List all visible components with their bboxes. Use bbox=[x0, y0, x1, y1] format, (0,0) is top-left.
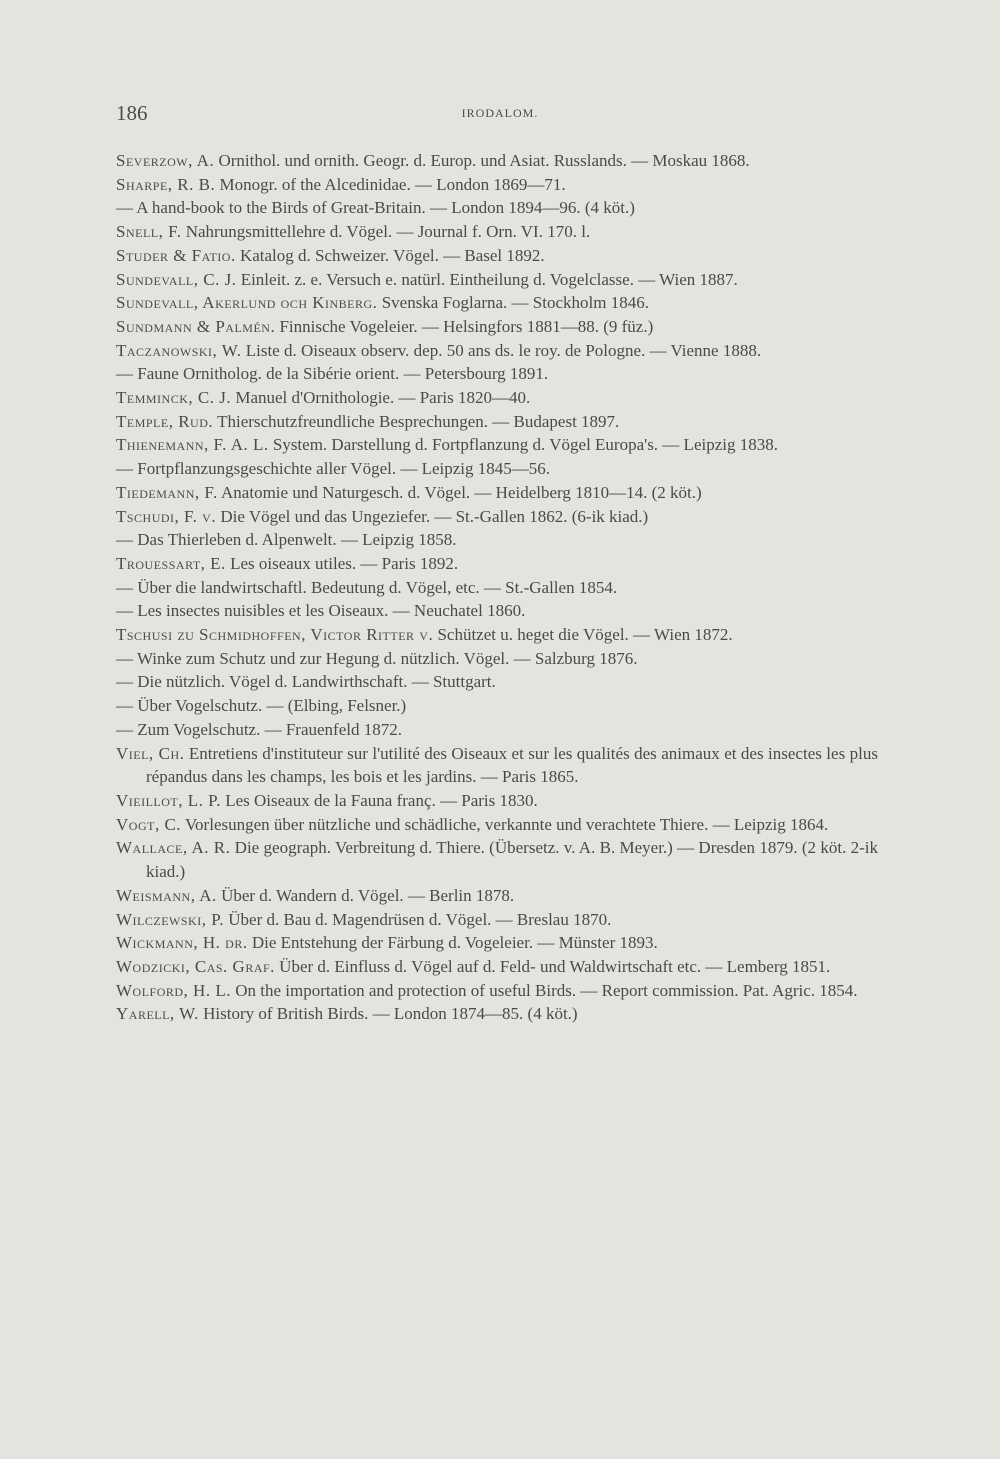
entry-text: Nahrungsmittellehre d. Vögel. — Journal f. Orn. VI. 170. l. bbox=[181, 222, 591, 242]
bibliography-entry bbox=[116, 599, 878, 623]
entry-text: Monogr. of the Alcedinidae. — London 1869—71. bbox=[215, 174, 566, 194]
entry-text: — Fortpflanzungsgeschichte aller Vögel. — Leipzig 1845—56. bbox=[116, 459, 551, 479]
bibliography-entry bbox=[116, 908, 878, 932]
entry-text: Die Entstehung der Färbung d. Vogeleier. — Münster 1893. bbox=[247, 933, 658, 953]
entry-author: Trouessart, E. bbox=[116, 553, 226, 573]
entry-text: Anatomie und Naturgesch. d. Vögel. — Heidelberg 1810—14. (2 köt.) bbox=[217, 482, 702, 502]
entry-text: Les Oiseaux de la Fauna franç. — Paris 1830. bbox=[220, 790, 538, 810]
entry-text: Liste d. Oiseaux observ. dep. 50 ans ds. le roy. de Pologne. — Vienne 1888. bbox=[241, 340, 762, 360]
entry-text: — Les insectes nuisibles et les Oiseaux. — Neuchatel 1860. bbox=[116, 601, 526, 621]
entry-text: Katalog d. Schweizer. Vögel. — Basel 1892. bbox=[235, 245, 545, 265]
entry-author: Wolford, H. L. bbox=[116, 980, 231, 1000]
bibliography-entry bbox=[116, 979, 878, 1003]
bibliography-entry bbox=[116, 836, 878, 883]
entry-text: Über d. Einfluss d. Vögel auf d. Feld- und Waldwirtschaft etc. — Lemberg 1851. bbox=[274, 956, 831, 976]
bibliography-entry bbox=[116, 528, 878, 552]
bibliography-entry bbox=[116, 742, 878, 789]
entry-text: Einleit. z. e. Versuch e. natürl. Eintheilung d. Vogelclasse. — Wien 1887. bbox=[236, 269, 738, 289]
entry-text: Schützet u. heget die Vögel. — Wien 1872. bbox=[433, 625, 733, 645]
entry-text: Les oiseaux utiles. — Paris 1892. bbox=[225, 553, 459, 573]
bibliography-entry bbox=[116, 1002, 878, 1026]
entry-author: Wodzicki, Cas. Graf. bbox=[116, 956, 275, 976]
entry-text: Finnische Vogeleier. — Helsingfors 1881—88. (9 füz.) bbox=[275, 316, 654, 336]
bibliography-entry bbox=[116, 268, 878, 292]
entry-author: Snell, F. bbox=[116, 222, 182, 242]
entry-text: Svenska Foglarna. — Stockholm 1846. bbox=[377, 293, 649, 313]
entry-author: Tschudi, F. v. bbox=[116, 506, 217, 526]
bibliography-entry bbox=[116, 433, 878, 457]
entry-text: — Faune Ornitholog. de la Sibérie orient. — Petersbourg 1891. bbox=[116, 364, 549, 384]
bibliography-entry bbox=[116, 386, 878, 410]
entry-text: Thierschutzfreundliche Besprechungen. — Budapest 1897. bbox=[213, 411, 620, 431]
bibliography-entry bbox=[116, 884, 878, 908]
entry-author: Viel, Ch. bbox=[116, 743, 185, 763]
bibliography-entry bbox=[116, 149, 878, 173]
entry-text: — Die nützlich. Vögel d. Landwirthschaft. — Stuttgart. bbox=[116, 672, 496, 692]
entry-text: Vorlesungen über nützliche und schädliche, verkannte und verachtete Thiere. — Leipzig 1864. bbox=[181, 814, 829, 834]
entry-text: — Über die landwirtschaftl. Bedeutung d. Vögel, etc. — St.-Gallen 1854. bbox=[116, 577, 618, 597]
entry-text: Über d. Bau d. Magendrüsen d. Vögel. — Breslau 1870. bbox=[224, 909, 612, 929]
bibliography-entry bbox=[116, 291, 878, 315]
bibliography-entry bbox=[116, 505, 878, 529]
entry-text: History of British Birds. — London 1874—85. (4 köt.) bbox=[198, 1004, 578, 1024]
bibliography-entry bbox=[116, 315, 878, 339]
entry-author: Sundevall, C. J. bbox=[116, 269, 237, 289]
bibliography-entry bbox=[116, 220, 878, 244]
bibliography-entry bbox=[116, 457, 878, 481]
entry-author: Sharpe, R. B. bbox=[116, 174, 216, 194]
entry-text: — A hand-book to the Birds of Great-Britain. — London 1894—96. (4 köt.) bbox=[116, 198, 635, 218]
entry-author: Tschusi zu Schmidhoffen, Victor Ritter v. bbox=[116, 625, 434, 645]
entry-author: Wilczewski, P. bbox=[116, 909, 225, 929]
bibliography-entry bbox=[116, 576, 878, 600]
entry-author: Yarell, W. bbox=[116, 1004, 199, 1024]
entry-text: Über d. Wandern d. Vögel. — Berlin 1878. bbox=[216, 885, 515, 905]
bibliography-entry bbox=[116, 362, 878, 386]
bibliography-entry bbox=[116, 339, 878, 363]
page-number: 186 bbox=[116, 101, 148, 125]
bibliography-entry bbox=[116, 718, 878, 742]
entry-author: Severzow, A. bbox=[116, 151, 215, 170]
entry-author: Vieillot, L. P. bbox=[116, 790, 221, 810]
entry-author: Temminck, C. J. bbox=[116, 388, 232, 408]
running-head: IRODALOM. bbox=[461, 106, 539, 120]
entry-text: Die Vögel und das Ungeziefer. — St.-Gallen 1862. (6-ik kiad.) bbox=[216, 506, 649, 526]
bibliography-entry bbox=[116, 481, 878, 505]
bibliography-entry bbox=[116, 244, 878, 268]
entry-author: Studer & Fatio. bbox=[116, 245, 236, 265]
bibliography-entry bbox=[116, 196, 878, 220]
entry-text: Die geograph. Verbreitung d. Thiere. (Übersetz. v. A. B. Meyer.) — Dresden 1879. (2 köt. 2-ik kiad.) bbox=[146, 838, 878, 882]
bibliography-entry bbox=[116, 789, 878, 813]
entry-author: Sundmann & Palmén. bbox=[116, 316, 276, 336]
bibliography-entry bbox=[116, 670, 878, 694]
entry-text: — Das Thierleben d. Alpenwelt. — Leipzig 1858. bbox=[116, 530, 457, 550]
bibliography-list bbox=[116, 149, 878, 1026]
entry-text: Manuel d'Ornithologie. — Paris 1820—40. bbox=[231, 388, 531, 408]
entry-author: Sundevall, Akerlund och Kinberg. bbox=[116, 293, 378, 313]
entry-text: Entretiens d'instituteur sur l'utilité des Oiseaux et sur les qualités des animaux et des insectes les plus répandus dans les champs, les bois et les jardins. — Paris 1865. bbox=[146, 743, 878, 787]
bibliography-entry bbox=[116, 694, 878, 718]
entry-text: System. Darstellung d. Fortpflanzung d. Vögel Europa's. — Leipzig 1838. bbox=[268, 435, 778, 455]
entry-author: Thienemann, F. A. L. bbox=[116, 435, 269, 455]
entry-author: Temple, Rud. bbox=[116, 411, 214, 431]
bibliography-entry bbox=[116, 931, 878, 955]
entry-author: Wallace, A. R. bbox=[116, 838, 231, 858]
bibliography-entry bbox=[116, 647, 878, 671]
entry-author: Vogt, C. bbox=[116, 814, 182, 834]
entry-text: — Über Vogelschutz. — (Elbing, Felsner.) bbox=[116, 696, 407, 716]
page-header bbox=[116, 101, 884, 129]
entry-text: On the importation and protection of useful Birds. — Report commission. Pat. Agric. 1854. bbox=[230, 980, 858, 1000]
bibliography-entry bbox=[116, 552, 878, 576]
bibliography-entry bbox=[116, 173, 878, 197]
entry-text: Ornithol. und ornith. Geogr. d. Europ. und Asiat. Russlands. — Moskau 1868. bbox=[214, 151, 750, 170]
bibliography-entry bbox=[116, 813, 878, 837]
bibliography-entry bbox=[116, 410, 878, 434]
entry-text: — Winke zum Schutz und zur Hegung d. nützlich. Vögel. — Salzburg 1876. bbox=[116, 648, 638, 668]
entry-author: Wickmann, H. dr. bbox=[116, 933, 248, 953]
entry-text: — Zum Vogelschutz. — Frauenfeld 1872. bbox=[116, 719, 402, 739]
entry-author: Tiedemann, F. bbox=[116, 482, 218, 502]
entry-author: Weismann, A. bbox=[116, 885, 217, 905]
bibliography-entry bbox=[116, 623, 878, 647]
bibliography-entry bbox=[116, 955, 878, 979]
entry-author: Taczanowski, W. bbox=[116, 340, 242, 360]
